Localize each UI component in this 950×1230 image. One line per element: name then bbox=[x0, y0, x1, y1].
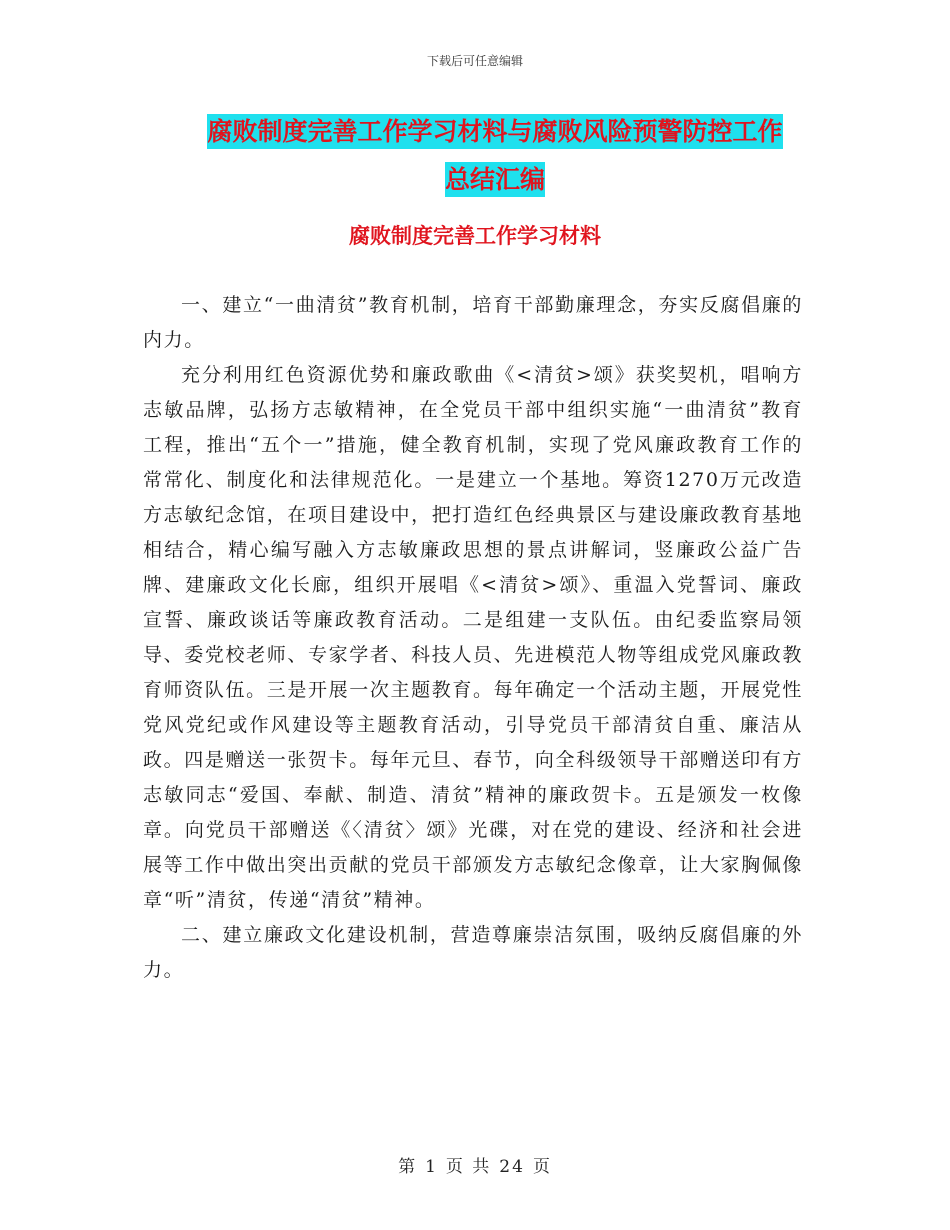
page-prefix: 第 bbox=[398, 1157, 418, 1177]
page-mid: 页 共 bbox=[445, 1157, 492, 1177]
document-title-line2: 总结汇编 bbox=[445, 162, 545, 197]
section-title: 腐败制度完善工作学习材料 bbox=[349, 224, 601, 248]
paragraph-2: 充分利用红色资源优势和廉政歌曲《<清贫>颂》获奖契机，唱响方志敏品牌，弘扬方志敏精神，在全党员干部中组织实施“一曲清贫”教育工程，推出“五个一”措施，健全教育机制，实现了党风廉政教育工作的常常化、制度化和法律规范化。一是建立一个基地。筹资1270万元改造方志敏纪念馆，在项目建设中，把打造红色经典景区与建设廉政教育基地相结合，精心编写融入方志敏廉政思想的景点讲解词，竖廉政公益广告牌、建廉政文化长廊，组织开展唱《<清贫>颂》、重温入党誓词、廉政宣誓、廉政谈话等廉政教育活动。二是组建一支队伍。由纪委监察局领导、委党校老师、专家学者、科技人员、先进模范人物等组成党风廉政教育师资队伍。三是开展一次主题教育。每年确定一个活动主题，开展党性党风党纪或作风建设等主题教育活动，引导党员干部清贫自重、廉洁从政。四是赠送一张贺卡。每年元旦、春节，向全科级领导干部赠送印有方志敏同志“爱国、奉献、制造、清贫”精神的廉政贺卡。五是颁发一枚像章。向党员干部赠送《〈清贫〉颂》光碟，对在党的建设、经济和社会进展等工作中做出突出贡献的党员干部颁发方志敏纪念像章，让大家胸佩像章“听”清贫，传递“清贫”精神。 bbox=[143, 364, 803, 911]
page-total: 24 bbox=[499, 1157, 525, 1177]
page-current: 1 bbox=[425, 1157, 438, 1177]
paragraph-1: 一、建立“一曲清贫”教育机制，培育干部勤廉理念，夯实反腐倡廉的内力。 bbox=[143, 294, 803, 351]
document-body bbox=[143, 288, 803, 988]
document-title bbox=[180, 108, 810, 204]
page-footer bbox=[0, 1152, 950, 1177]
paragraph-3: 二、建立廉政文化建设机制，营造尊廉崇洁氛围，吸纳反腐倡廉的外力。 bbox=[143, 924, 803, 981]
document-title-line1: 腐败制度完善工作学习材料与腐败风险预警防控工作 bbox=[207, 114, 782, 149]
header-note: 下载后可任意编辑 bbox=[426, 54, 523, 68]
page-suffix: 页 bbox=[532, 1157, 552, 1177]
